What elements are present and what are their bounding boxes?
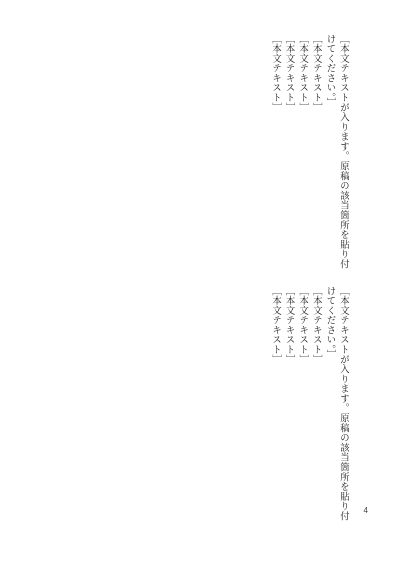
paragraph: ［本文テキスト］ bbox=[310, 286, 322, 365]
paragraph: ［本文テキスト］ bbox=[297, 34, 309, 113]
paragraph: ［本文テキストが入ります。原稿の該当箇所を貼り付けてください。］ bbox=[324, 286, 349, 521]
top-text-block bbox=[34, 34, 350, 270]
bottom-text-block bbox=[34, 286, 350, 522]
paragraph: ［本文テキスト］ bbox=[297, 286, 309, 365]
paragraph: ［本文テキスト］ bbox=[283, 34, 295, 113]
paragraph: ［本文テキストが入ります。原稿の該当箇所を貼り付けてください。］ bbox=[324, 34, 349, 269]
paragraph: ［本文テキスト］ bbox=[283, 286, 295, 365]
paragraph: ［本文テキスト］ bbox=[310, 34, 322, 113]
paragraph: ［本文テキスト］ bbox=[270, 34, 282, 113]
paragraph: ［本文テキスト］ bbox=[270, 286, 282, 365]
page-number: 4 bbox=[363, 506, 368, 515]
